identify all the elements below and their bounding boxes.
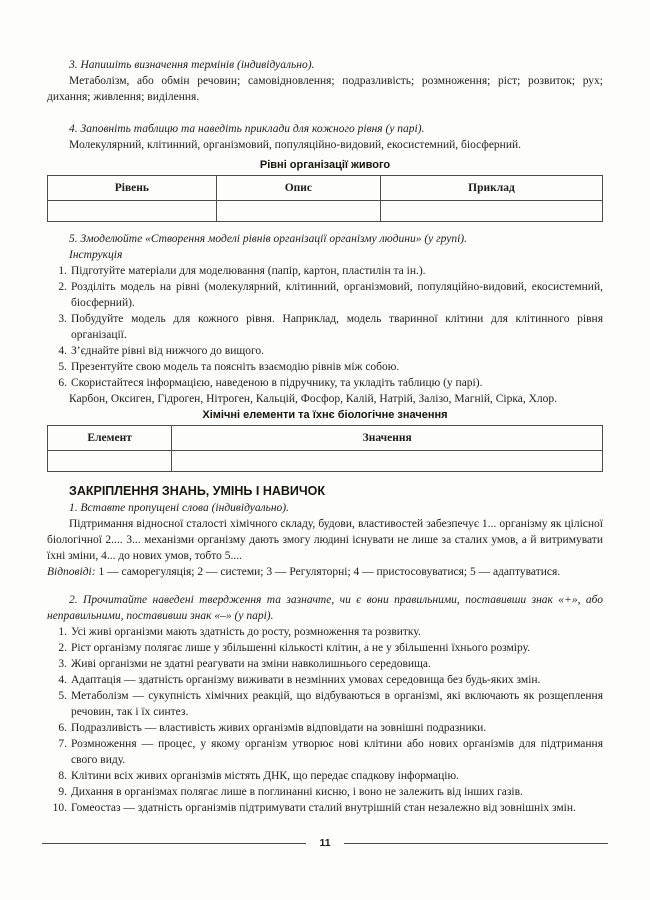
elements-table-header-meaning: Значення: [172, 426, 603, 451]
step-number: 3.: [58, 313, 67, 325]
statement-text: Гомеостаз — здатність організмів підтримувати сталий внутрішній стан незалежно від зовнішніх змін.: [71, 802, 576, 814]
footer-rule-right: [344, 843, 608, 844]
empty-cell: [172, 451, 603, 472]
statement-item: [47, 640, 603, 656]
levels-table: [47, 175, 603, 222]
statement-text: Розмноження — процес, у якому організм утворює нові клітини або нових організмів для підтримання свого виду.: [71, 738, 603, 766]
elements-table-header-element: Елемент: [48, 426, 172, 451]
step-number: 4.: [58, 345, 67, 357]
step-text: Розділіть модель на рівні (молекулярний, клітинний, організмовий, популяційно-видовий, екосистемний, біосферний).: [71, 281, 603, 309]
step-text: Підготуйте матеріали для моделювання (папір, картон, пластилін та ін.).: [71, 265, 426, 277]
exercise-1-heading: 1. Вставте пропущені слова (індивідуально).: [69, 502, 290, 514]
statement-number: 8.: [58, 770, 67, 782]
task-5-subheading: Інструкція: [69, 249, 123, 261]
answers-text: 1 — саморегуляція; 2 — системи; 3 — Регуляторні; 4 — пристосовуватися; 5 — адаптуватися.: [98, 566, 561, 578]
step-text: З’єднайте рівні від нижчого до вищого.: [71, 345, 265, 357]
statement-item: [47, 720, 603, 736]
task-3-body: Метаболізм, або обмін речовин; самовідновлення; подразливість; розмноження; ріст; розвиток; рух; дихання; живлення; виділення.: [47, 75, 603, 103]
step-text: Презентуйте свою модель та поясніть взаємодію рівнів між собою.: [71, 361, 400, 373]
statement-number: 10.: [52, 802, 67, 814]
statement-number: 9.: [58, 786, 67, 798]
step-number: 5.: [58, 361, 67, 373]
statement-item: [47, 784, 603, 800]
levels-table-title: Рівні організації живого: [259, 159, 391, 171]
chemical-elements-list: Карбон, Оксиген, Гідроген, Нітроген, Кальцій, Фосфор, Калій, Натрій, Залізо, Магній, Сірка, Хлор.: [69, 393, 558, 405]
statement-text: Метаболізм — сукупність хімічних реакцій, що відбуваються в організмі, які включають як розщеплення речовин, так і їх синтез.: [71, 690, 603, 718]
step-number: 6.: [58, 377, 67, 389]
table-row: [48, 451, 603, 472]
statement-text: Живі організми не здатні реагувати на зміни навколишнього середовища.: [71, 658, 431, 670]
table-row: [48, 201, 603, 222]
statement-text: Адаптація — здатність організму виживати в незмінних умовах середовища без будь-яких змін.: [71, 674, 541, 686]
page-number: 11: [319, 837, 331, 849]
statement-number: 6.: [58, 722, 67, 734]
statement-number: 3.: [58, 658, 67, 670]
empty-cell: [216, 201, 380, 222]
exercise-1-answers: [47, 564, 603, 580]
statement-text: Подразливість — властивість живих організмів відповідати на зовнішні подразники.: [71, 722, 487, 734]
exercise-1-body: Підтримання відносної сталості хімічного складу, будови, властивостей забезпечує 1... організму як цілісної біологічної 2.... 3... механізми організму дають змогу людині існувати не лише за сталих умов, а й витримувати їхні зміни, 4... до нових умов, тобто 5....: [47, 518, 603, 562]
instruction-step: [47, 359, 603, 375]
statement-number: 5.: [58, 690, 67, 702]
statement-number: 7.: [58, 738, 67, 750]
step-number: 2.: [58, 281, 67, 293]
levels-table-header-description: Опис: [216, 176, 380, 201]
empty-cell: [48, 451, 172, 472]
statement-text: Ріст організму полягає лише у збільшенні кількості клітин, а не у збільшенні їхнього розміру.: [71, 642, 531, 654]
statement-text: Клітини всіх живих організмів містять ДНК, що передає спадкову інформацію.: [71, 770, 459, 782]
task-4-heading: 4. Заповніть таблицю та наведіть приклади для кожного рівня (у парі).: [69, 123, 425, 135]
statement-item: [47, 688, 603, 720]
instruction-step: [47, 343, 603, 359]
empty-cell: [48, 201, 217, 222]
statement-item: [47, 624, 603, 640]
levels-table-header-example: Приклад: [380, 176, 602, 201]
levels-table-header-level: Рівень: [48, 176, 217, 201]
footer-rule-left: [42, 843, 306, 844]
step-text: Скористайтеся інформацією, наведеною в підручнику, та укладіть таблицю (у парі).: [71, 377, 483, 389]
answers-label: Відповіді:: [47, 566, 96, 578]
page-footer: [42, 837, 608, 849]
page-content: [47, 57, 603, 816]
instruction-step: [47, 263, 603, 279]
statement-number: 2.: [58, 642, 67, 654]
section-heading: ЗАКРІПЛЕННЯ ЗНАНЬ, УМІНЬ І НАВИЧОК: [69, 484, 326, 498]
instruction-step: [47, 375, 603, 391]
statement-item: [47, 768, 603, 784]
statement-text: Усі живі організми мають здатність до росту, розмноження та розвитку.: [71, 626, 421, 638]
step-text: Побудуйте модель для кожного рівня. Наприклад, модель тваринної клітини для клітинного рівня організації.: [71, 313, 603, 341]
statement-item: [47, 656, 603, 672]
statement-text: Дихання в організмах полягає лише в поглинанні кисню, і воно не залежить від інших газів.: [71, 786, 523, 798]
elements-table: [47, 425, 603, 472]
empty-cell: [380, 201, 602, 222]
step-number: 1.: [58, 265, 67, 277]
task-5-heading: 5. Змоделюйте «Створення моделі рівнів організації організму людини» (у групі).: [69, 233, 467, 245]
instruction-step: [47, 279, 603, 311]
exercise-2-heading: 2. Прочитайте наведені твердження та зазначте, чи є вони правильними, поставивши знак «+», або неправильними, поставивши знак «–» (у парі).: [47, 594, 603, 622]
statement-item: [47, 800, 603, 816]
statement-item: [47, 736, 603, 768]
task-3-heading: 3. Напишіть визначення термінів (індивідуально).: [69, 59, 315, 71]
task-4-body: Молекулярний, клітинний, організмовий, популяційно-видовий, екосистемний, біосферний.: [69, 139, 522, 151]
statement-number: 1.: [58, 626, 67, 638]
instruction-step: [47, 311, 603, 343]
statement-item: [47, 672, 603, 688]
statement-number: 4.: [58, 674, 67, 686]
elements-table-title: Хімічні елементи та їхнє біологічне значення: [202, 409, 448, 421]
